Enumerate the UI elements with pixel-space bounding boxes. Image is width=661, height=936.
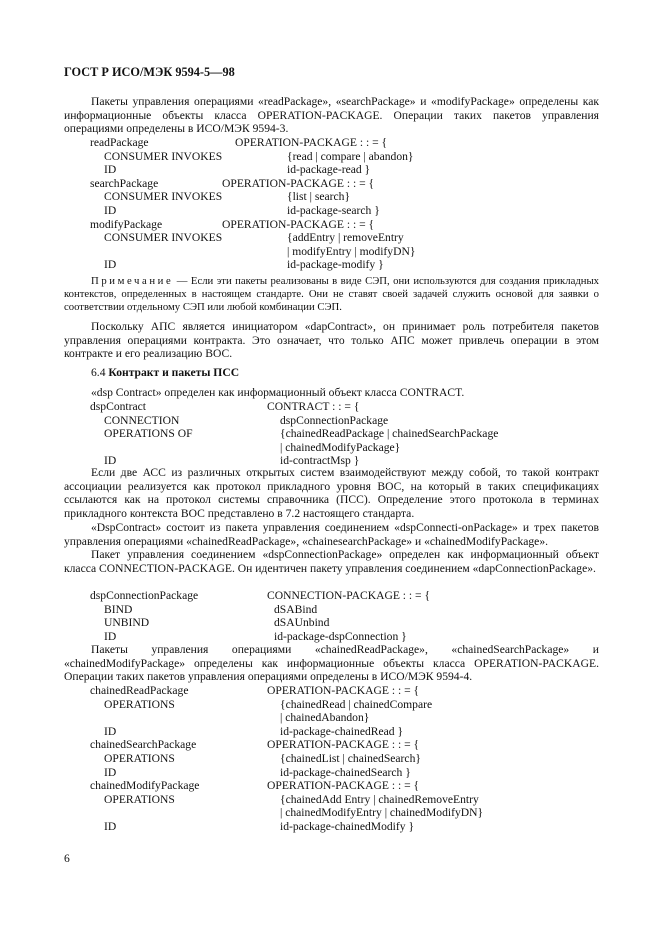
paragraph-dsp: «dsp Contract» определен как информационный объект класса CONTRACT. xyxy=(91,386,465,399)
asn-value: id-package-search } xyxy=(287,203,380,217)
asn-name: searchPackage xyxy=(90,176,159,190)
section-number: 6.4 xyxy=(91,366,106,379)
asn-key: ID xyxy=(104,258,117,272)
asn-value: | modifyEntry | modifyDN} xyxy=(287,244,416,258)
section-heading xyxy=(64,366,599,379)
note-block xyxy=(64,275,599,313)
asn-name: modifyPackage xyxy=(90,217,163,231)
asn-value: id-package-modify } xyxy=(287,258,384,272)
note-label: Примечание xyxy=(91,275,174,287)
asn-key: CONSUMER INVOKES xyxy=(104,190,223,204)
page-header: ГОСТ Р ИСО/МЭК 9594-5—98 xyxy=(64,65,235,79)
page-number: 6 xyxy=(64,852,70,865)
note-text: — Если эти пакеты реализованы в виде СЭП, они используются для создания прикладных контекстов, определенных в настоящем стандарте. Они не ставят своей задачей служить основой для заявки о соответствии отдельному СЭП или любой комбинации СЭП. xyxy=(64,275,599,313)
asn-value: {list | search} xyxy=(287,190,351,204)
asn-key: CONSUMER INVOKES xyxy=(104,149,223,163)
asn-chained: chainedReadPackage OPERATION-PACKAGE : : = { OPERATIONS {chainedRead | chainedCompare | chainedAbandon} ID id-package-chainedRead } chainedSearchPackage OPERATION-PACKAGE : : = { OPERATIONS {chainedList | chainedSearch} ID id-package-chainedSearch } chainedModifyPackage OPERATION-PACKAGE : : = { OPERATIONS {chainedAdd Entry | chainedRemoveEntry | chainedModifyEntry | chainedModifyDN} ID id-package-chainedModify } xyxy=(90,684,484,833)
paragraph-aps: Поскольку АПС является инициатором «dapContract», он принимает роль потребителя пакетов управления операциями контракта. Это означает, что только АПС может привлечь операции в этом контракте и его реализацию ВОС. xyxy=(64,320,599,361)
asn-key: ID xyxy=(104,163,117,177)
paragraph-dspcontract: «DspContract» состоит из пакета управления соединением «dspConnecti-onPackage» и трех пакетов управления операциями «chainedReadPackage», «chainesearchPackage» и «chainedModifyPackage». xyxy=(64,521,599,548)
paragraph-chained: Пакеты управления операциями «chainedReadPackage», «chainedSearchPackage» и «chainedModifyPackage» определены как информационные объекты класса OPERATION-PACKAGE. Операции таких пакетов управления операциями определены в ИСО/МЭК 9594-4. xyxy=(64,643,599,684)
paragraph-dspconnection: Пакет управления соединением «dspConnectionPackage» определен как информационный объект класса CONNECTION-PACKAGE. Он идентичен пакету управления соединением «dapConnectionPackage». xyxy=(64,548,599,575)
asn-type: OPERATION-PACKAGE : : = { xyxy=(235,136,388,149)
asn-type: OPERATION-PACKAGE : : = { xyxy=(222,176,375,190)
asn-type: OPERATION-PACKAGE : : = { xyxy=(222,217,375,231)
asn-read-search-modify xyxy=(64,136,599,272)
asn-key: CONSUMER INVOKES xyxy=(104,231,223,245)
asn-key: ID xyxy=(104,203,117,217)
section-title: Контракт и пакеты ПСС xyxy=(108,366,240,379)
asn-value: id-package-read } xyxy=(287,163,371,177)
asn-dspcontract: dspContract CONTRACT : : = { CONNECTION dspConnectionPackage OPERATIONS OF {chainedReadPackage | chainedSearchPackage | chainedModifyPackage} ID id-contractMsp } xyxy=(90,400,499,468)
section-readpackage xyxy=(64,95,599,136)
paragraph-intro: Пакеты управления операциями «readPackage», «searchPackage» и «modifyPackage» определены как информационные объекты класса OPERATION-PACKAGE. Операции таких пакетов управления операциями определены в ИСО/МЭК 9594-3. xyxy=(64,95,599,136)
asn-dspconnection: dspConnectionPackage CONNECTION-PACKAGE : : = { BIND dSABind UNBIND dSAUnbind ID id-package-dspConnection } xyxy=(90,589,431,643)
asn-value: {addEntry | removeEntry xyxy=(287,231,404,245)
asn-value: {read | compare | abandon} xyxy=(287,149,414,163)
paragraph-acc: Если две АСС из различных открытых систем взаимодействуют между собой, то такой контракт ассоциации реализуется как протокол прикладного уровня ВОС, на который в таких спецификациях ссылаются как на протокол системы справочника (ПСС). Определение этого протокола в терминах прикладного контекста ВОС представлено в 7.2 настоящего стандарта. xyxy=(64,466,599,520)
asn-name: readPackage xyxy=(90,136,149,149)
